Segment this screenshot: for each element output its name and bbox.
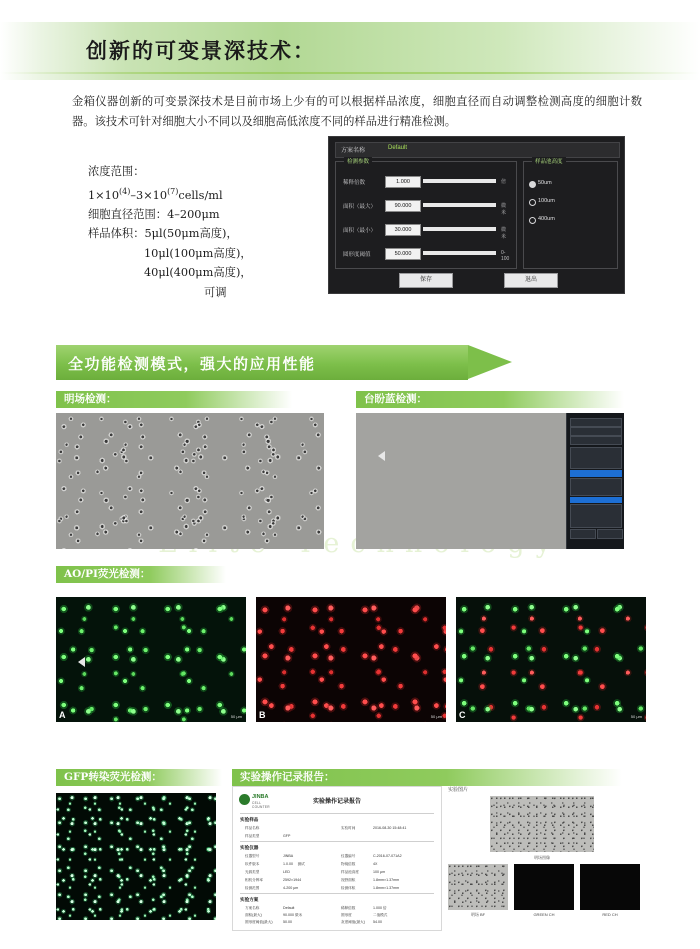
save-button[interactable]: 保存 <box>399 273 453 288</box>
report-cell: LED <box>283 870 290 874</box>
caption-aopi: AO/PI荧光检测： <box>56 566 226 583</box>
report-cell: 光源类型 <box>245 870 260 874</box>
report-cell: 稀释倍数 <box>341 906 356 910</box>
report-mini-title: RED CH <box>602 912 618 917</box>
ui-block[interactable] <box>570 427 622 436</box>
height-option-label: 100um <box>538 198 555 204</box>
report-cell: Default <box>283 906 295 910</box>
param-value[interactable]: 90.000 <box>385 200 421 212</box>
report-cell: C-2016-07-071A2 <box>373 854 402 858</box>
report-cell: 仪器编号 <box>341 854 356 858</box>
report-cell: 1.8mm×1.37mm <box>373 886 400 890</box>
report-mini-green <box>514 864 574 910</box>
spec-line-2: 细胞直径范围：4–200μm <box>88 207 220 221</box>
intro-paragraph: 金箱仪器创新的可变景深技术是目前市场上少有的可以根据样品浓度，细胞直径而自动调整检测高度的细胞计数器。该技术可针对细胞大小不同以及细胞高低浓度不同的样品进行精准检测。 <box>72 95 642 128</box>
report-cell: 检测体积 <box>341 886 356 890</box>
report-cell: 1.0.00 测试 <box>283 862 305 866</box>
caption-trypan: 台盼蓝检测： <box>356 391 624 408</box>
scale-bar-label: 50 μm <box>230 714 242 719</box>
trypan-software-panel <box>566 413 624 549</box>
report-cell: 4X <box>373 862 378 866</box>
spec-line-3: 样品体积：5μl(50μm高度)， <box>88 227 238 241</box>
ui-button[interactable] <box>570 529 596 539</box>
image-aopi-merge <box>456 597 646 722</box>
plate-label-b: B <box>259 710 266 720</box>
height-option-label: 50um <box>538 180 552 186</box>
report-images-panel <box>448 786 640 929</box>
detection-params-legend: 检测参数 <box>344 157 372 165</box>
report-cell: 1.8mm×1.37mm <box>373 878 400 882</box>
caption-report: 实验操作记录报告： <box>232 769 622 786</box>
ui-progress <box>570 497 622 503</box>
scheme-name-value: Default <box>388 145 408 151</box>
report-cell: 1.000 倍 <box>373 906 387 910</box>
report-cell: 相机分辨率 <box>245 878 263 882</box>
param-value[interactable]: 50.000 <box>385 248 421 260</box>
spec-line-4: 10μl(100μm高度)， <box>144 246 252 260</box>
radio-icon <box>529 199 536 206</box>
detection-params-group <box>335 161 517 269</box>
conc-sup1: (4) <box>119 186 131 196</box>
report-mini-red <box>580 864 640 910</box>
report-mini-bf <box>448 864 508 910</box>
report-section-scheme: 实验方案 <box>240 897 259 902</box>
report-mini-title: 明场 BF <box>470 912 486 917</box>
report-image-brightfield <box>490 796 594 852</box>
ui-block[interactable] <box>570 418 622 427</box>
param-unit: 微米 <box>501 227 507 240</box>
spec-line-0: 浓度范围： <box>88 165 145 178</box>
image-brightfield <box>56 413 324 549</box>
report-sheet <box>232 786 442 931</box>
height-option-100[interactable] <box>538 198 555 204</box>
param-label: 稀释倍数 <box>343 180 366 186</box>
report-cell: 二值模式 <box>373 913 388 917</box>
param-unit: 0-100 <box>501 250 510 262</box>
report-section-device: 实验仪器 <box>240 845 259 850</box>
banner-arrow-tip <box>468 345 512 379</box>
report-cell: 样品名称 <box>245 826 260 830</box>
param-slider[interactable] <box>423 203 496 207</box>
page-title: 创新的可变景深技术： <box>86 38 316 63</box>
scale-bar-label: 50 μm <box>430 714 442 719</box>
report-cell: 软件版本 <box>245 862 260 866</box>
arrow-left-icon <box>78 657 85 667</box>
caption-brightfield: 明场检测： <box>56 391 292 408</box>
conc-tail: cells/ml <box>178 188 223 202</box>
report-cell: 实验时间 <box>341 826 356 830</box>
section-banner <box>56 345 511 380</box>
chamber-height-group <box>523 161 618 269</box>
param-label: 面积（最小） <box>343 228 377 234</box>
report-images-header: 实验图片 <box>448 787 469 793</box>
conc-sup2: (7) <box>167 186 179 196</box>
radio-icon <box>529 181 536 188</box>
ui-block[interactable] <box>570 436 622 445</box>
section-banner-text: 全功能检测模式，强大的应用性能 <box>68 355 316 373</box>
height-option-400[interactable] <box>538 216 555 222</box>
report-cell: 面积(最大) <box>245 913 262 917</box>
report-cell: 视野面积 <box>341 878 356 882</box>
report-cell: 4-200 μm <box>283 886 299 890</box>
plate-label-a: A <box>59 710 66 720</box>
spec-list <box>88 162 252 302</box>
report-image-title: 明场图像 <box>534 855 550 860</box>
param-label: 面积（最大） <box>343 204 377 210</box>
ui-block <box>570 504 622 528</box>
report-section-sample: 实验样品 <box>240 817 259 822</box>
ui-button[interactable] <box>597 529 623 539</box>
arrow-left-icon <box>378 451 385 461</box>
ui-block <box>570 447 622 469</box>
report-cell: 2016-08-30 15:48:41 <box>373 826 407 830</box>
report-cell: GFP <box>283 834 291 838</box>
radio-icon <box>529 217 536 224</box>
report-title: 实验操作记录报告 <box>312 799 361 805</box>
scheme-name-field[interactable] <box>335 142 620 158</box>
height-option-label: 400um <box>538 216 555 222</box>
report-mini-title: GREEN CH <box>533 912 555 917</box>
report-cell: JINBA <box>283 854 294 858</box>
spec-line-1 <box>88 182 252 205</box>
image-gfp <box>56 793 216 920</box>
report-cell: 方案名称 <box>245 906 260 910</box>
logo-subtitle: CELL COUNTER <box>252 801 270 809</box>
ui-block <box>570 478 622 496</box>
param-unit: 微米 <box>501 203 507 216</box>
spec-line-5: 40μl(400μm高度)， <box>144 266 252 280</box>
report-cell: 90.000 微米 <box>283 913 303 917</box>
image-trypan-blue <box>356 413 624 549</box>
conc-base: 1×10 <box>88 188 120 202</box>
spec-line-6: 可调 <box>204 285 227 299</box>
param-label: 圆形度阈值 <box>343 252 371 258</box>
logo-brand: JINBA <box>252 794 269 800</box>
report-cell: 物镜倍数 <box>341 862 356 866</box>
image-aopi-green <box>56 597 246 722</box>
param-slider[interactable] <box>423 227 496 231</box>
param-slider[interactable] <box>423 179 496 183</box>
height-option-50[interactable] <box>538 180 552 186</box>
ui-progress <box>570 470 622 477</box>
report-cell: 灰度阈值(最大) <box>341 920 365 924</box>
image-aopi-red <box>256 597 446 722</box>
scale-bar-label: 50 μm <box>630 714 642 719</box>
banner-underline <box>0 72 700 74</box>
plate-label-c: C <box>459 710 466 720</box>
param-value[interactable]: 1.000 <box>385 176 421 188</box>
report-cell: 仪器型号 <box>245 854 260 858</box>
report-cell: 2592×1944 <box>283 878 302 882</box>
exit-button[interactable]: 退出 <box>504 273 558 288</box>
param-slider[interactable] <box>423 251 496 255</box>
report-cell: 100 μm <box>373 870 386 874</box>
conc-mid: –3×10 <box>130 188 168 202</box>
report-cell: 圆形度阈值(最大) <box>245 920 273 924</box>
scheme-name-label: 方案名称 <box>341 148 366 154</box>
chamber-height-legend: 样品池高度 <box>532 157 566 165</box>
param-unit: 倍 <box>501 179 507 185</box>
report-cell: 检测范围 <box>245 886 260 890</box>
report-cell: 圆形度 <box>341 913 352 917</box>
report-cell: 样品类型 <box>245 834 260 838</box>
software-dialog <box>328 136 625 294</box>
report-cell: 样品池高度 <box>341 870 359 874</box>
param-value[interactable]: 30.000 <box>385 224 421 236</box>
caption-gfp: GFP转染荧光检测： <box>56 769 222 786</box>
report-cell: 54.00 <box>373 920 382 924</box>
report-cell: 50.00 <box>283 920 292 924</box>
